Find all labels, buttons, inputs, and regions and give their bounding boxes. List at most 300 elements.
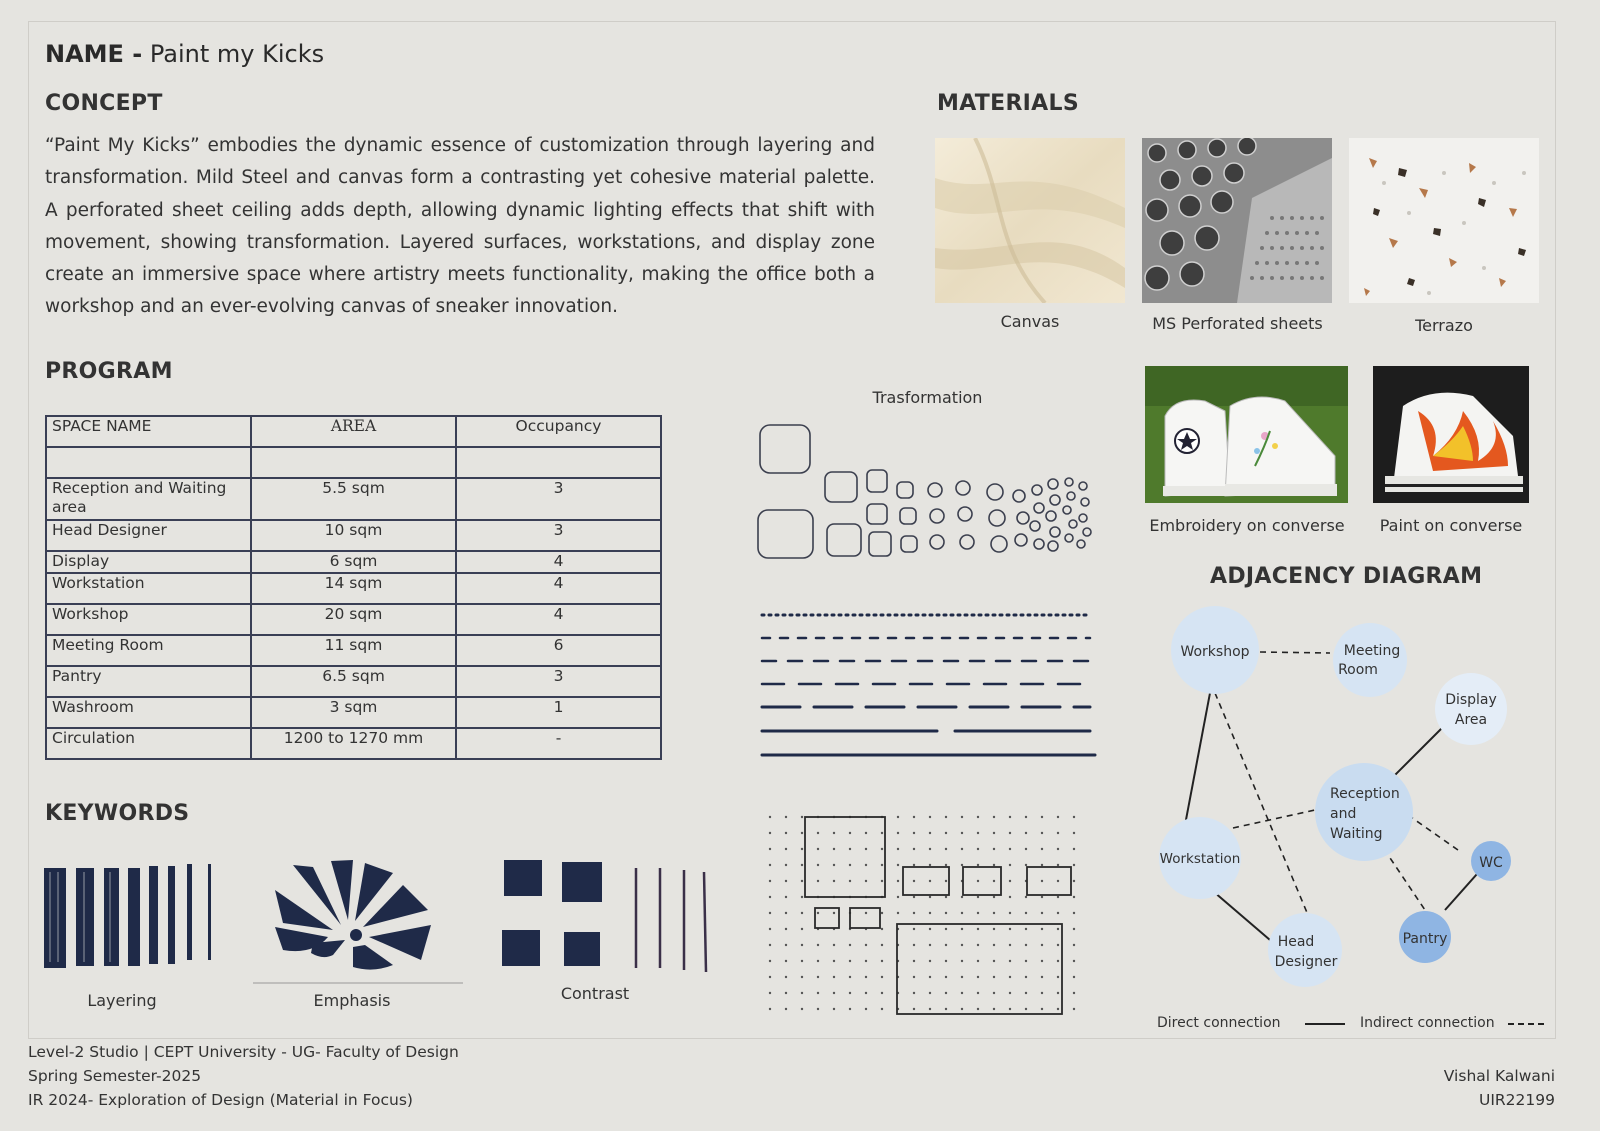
grid-dot: [865, 832, 867, 834]
grid-dot: [785, 880, 787, 882]
grid-dot: [929, 880, 931, 882]
cell-area: 11 sqm: [251, 635, 456, 666]
grid-dot: [865, 864, 867, 866]
grid-dot: [1073, 896, 1075, 898]
grid-dot: [785, 960, 787, 962]
grid-dot: [897, 896, 899, 898]
grid-dot: [961, 896, 963, 898]
footer-course: IR 2024- Exploration of Design (Material in Focus): [28, 1091, 413, 1109]
grid-dot: [849, 832, 851, 834]
cell-area: 6.5 sqm: [251, 666, 456, 697]
layering-sketch: [42, 862, 222, 974]
cell-space: Workshop: [46, 604, 251, 635]
table-row: [46, 573, 661, 604]
grid-dot: [929, 848, 931, 850]
grid-dot: [801, 928, 803, 930]
grid-dot: [1073, 928, 1075, 930]
grid-dot: [1057, 864, 1059, 866]
node-reception: [1315, 763, 1413, 861]
keyword-label-emphasis: Emphasis: [313, 991, 391, 1010]
grid-dot: [769, 880, 771, 882]
grid-dot: [977, 1008, 979, 1010]
grid-dot: [1073, 992, 1075, 994]
grid-dot: [1073, 1008, 1075, 1010]
grid-dot: [817, 944, 819, 946]
terrazzo-image: [1349, 138, 1539, 303]
grid-dot: [897, 848, 899, 850]
svg-text:WC: WC: [1479, 855, 1503, 871]
grid-dot: [785, 1008, 787, 1010]
svg-text:Pantry: Pantry: [1402, 931, 1448, 947]
grid-dot: [801, 992, 803, 994]
grid-dot: [865, 944, 867, 946]
grid-dot: [913, 816, 915, 818]
grid-dot: [833, 848, 835, 850]
grid-dot: [993, 992, 995, 994]
cell-space: Workstation: [46, 573, 251, 604]
grid-dot: [817, 880, 819, 882]
svg-text:Designer: Designer: [1274, 954, 1338, 970]
table-row: [46, 447, 661, 478]
grid-dot: [1041, 896, 1043, 898]
grid-dot: [1041, 976, 1043, 978]
grid-dot: [1025, 992, 1027, 994]
grid-dot: [833, 992, 835, 994]
grid-dot: [913, 928, 915, 930]
grid-dot: [849, 880, 851, 882]
legend-indirect-label: Indirect connection: [1360, 1015, 1495, 1031]
grid-dot: [849, 960, 851, 962]
cell-space: Washroom: [46, 697, 251, 728]
grid-dot: [929, 1008, 931, 1010]
grid-dot: [1009, 928, 1011, 930]
transformation-sketch: [755, 420, 1095, 565]
grid-dot: [897, 880, 899, 882]
grid-dot: [929, 832, 931, 834]
grid-dot: [769, 992, 771, 994]
grid-dot: [1057, 880, 1059, 882]
grid-dot: [785, 976, 787, 978]
table-header-row: [46, 416, 661, 447]
svg-text:Meeting: Meeting: [1343, 643, 1401, 659]
grid-dot: [1073, 976, 1075, 978]
grid-dot: [769, 896, 771, 898]
grid-dot: [1025, 944, 1027, 946]
grid-dot: [929, 944, 931, 946]
grid-dot: [801, 880, 803, 882]
grid-dot: [1041, 944, 1043, 946]
grid-dot: [1025, 1008, 1027, 1010]
grid-dot: [977, 912, 979, 914]
grid-dot: [801, 864, 803, 866]
grid-dot: [785, 832, 787, 834]
grid-dot: [945, 944, 947, 946]
grid-dot: [1073, 912, 1075, 914]
grid-dot: [769, 848, 771, 850]
cell-occupancy: -: [456, 728, 661, 759]
svg-text:Display: Display: [1445, 692, 1497, 708]
grid-dot: [929, 896, 931, 898]
cell-area: 10 sqm: [251, 520, 456, 551]
grid-dot: [1057, 976, 1059, 978]
edge-workstation-reception: [1233, 810, 1315, 828]
contrast-sketch: [500, 856, 720, 976]
grid-dot: [993, 944, 995, 946]
line-gradient-sketch: [760, 607, 1100, 762]
cell-occupancy: 6: [456, 635, 661, 666]
grid-dot: [1041, 848, 1043, 850]
grid-dot: [1073, 816, 1075, 818]
grid-dot: [817, 848, 819, 850]
grid-dot: [913, 944, 915, 946]
program-title: PROGRAM: [45, 359, 173, 384]
grid-dot: [1057, 944, 1059, 946]
grid-dot: [865, 960, 867, 962]
grid-dot: [929, 976, 931, 978]
cell-space: Pantry: [46, 666, 251, 697]
table-row: [46, 635, 661, 666]
grid-dot: [1041, 912, 1043, 914]
sneaker-label-embroidery: Embroidery on converse: [1149, 516, 1345, 535]
grid-dot: [929, 928, 931, 930]
grid-dot: [865, 912, 867, 914]
grid-dot: [977, 848, 979, 850]
grid-dot: [833, 912, 835, 914]
grid-dot: [993, 848, 995, 850]
grid-dot: [769, 816, 771, 818]
grid-dot: [961, 928, 963, 930]
node-workstation: [1159, 817, 1241, 899]
grid-dot: [945, 976, 947, 978]
cell-space: Circulation: [46, 728, 251, 759]
grid-dot: [769, 960, 771, 962]
grid-dot: [881, 880, 883, 882]
grid-dot: [801, 912, 803, 914]
footer-student-id: UIR22199: [1479, 1091, 1555, 1109]
grid-dot: [993, 928, 995, 930]
cell-space: [46, 447, 251, 478]
column-header-occupancy: Occupancy: [456, 416, 661, 447]
grid-dot: [897, 912, 899, 914]
node-meeting-room: [1333, 623, 1407, 697]
legend-indirect-line: [1508, 1023, 1544, 1025]
svg-text:Waiting: Waiting: [1330, 826, 1383, 842]
grid-dot: [961, 992, 963, 994]
grid-dot: [961, 848, 963, 850]
cell-occupancy: 3: [456, 666, 661, 697]
grid-dot: [977, 816, 979, 818]
grid-dot: [817, 832, 819, 834]
material-label-canvas: Canvas: [1000, 312, 1060, 331]
footer-semester: Spring Semester-2025: [28, 1067, 202, 1085]
table-row: [46, 728, 661, 759]
cell-area: 3 sqm: [251, 697, 456, 728]
grid-dot: [1057, 848, 1059, 850]
cell-occupancy: 3: [456, 478, 661, 520]
edge-reception-wc: [1408, 815, 1458, 850]
grid-dot: [833, 1008, 835, 1010]
grid-dot: [977, 944, 979, 946]
grid-dot: [913, 848, 915, 850]
grid-dot: [993, 880, 995, 882]
svg-text:Workshop: Workshop: [1180, 644, 1250, 660]
grid-dot: [1041, 880, 1043, 882]
table-row: [46, 604, 661, 635]
grid-dot: [881, 848, 883, 850]
grid-dot: [817, 864, 819, 866]
grid-dot: [881, 1008, 883, 1010]
project-title: [45, 40, 324, 68]
grid-dot: [929, 992, 931, 994]
grid-dot: [769, 832, 771, 834]
grid-dot: [785, 816, 787, 818]
grid-dot: [961, 832, 963, 834]
grid-dot: [897, 864, 899, 866]
table-row: [46, 697, 661, 728]
grid-dot: [801, 960, 803, 962]
node-pantry: [1399, 911, 1451, 963]
grid-dot: [881, 976, 883, 978]
grid-dot: [1009, 848, 1011, 850]
grid-dot: [801, 1008, 803, 1010]
canvas-fabric-image: [935, 138, 1125, 303]
legend-direct-line: [1305, 1023, 1345, 1025]
grid-dot: [961, 912, 963, 914]
grid-dot: [945, 880, 947, 882]
perforated-metal-image: [1142, 138, 1332, 303]
grid-dot: [1025, 816, 1027, 818]
grid-dot: [801, 944, 803, 946]
grid-dot: [833, 880, 835, 882]
cell-occupancy: 4: [456, 573, 661, 604]
grid-dot: [801, 976, 803, 978]
grid-dot: [993, 816, 995, 818]
grid-dot: [1073, 832, 1075, 834]
grid-dot: [785, 944, 787, 946]
grid-dot: [993, 864, 995, 866]
grid-dot: [849, 1008, 851, 1010]
grid-dot: [977, 960, 979, 962]
sneaker-label-paint: Paint on converse: [1379, 516, 1523, 535]
grid-dot: [961, 864, 963, 866]
keyword-label-layering: Layering: [87, 991, 157, 1010]
grid-dot: [881, 912, 883, 914]
cell-space: Head Designer: [46, 520, 251, 551]
cell-area: 20 sqm: [251, 604, 456, 635]
grid-dot: [1025, 832, 1027, 834]
table-row: [46, 520, 661, 551]
concept-text: “Paint My Kicks” embodies the dynamic essence of customization through layering and transformation. Mild Steel and canvas form a contrasting yet cohesive material palette. A perforated sheet ceiling adds depth, allowing dynamic lighting effects that shift with movement, showing transformation. Layered surfaces, workstations, and display zone create an immersive space where artistry meets functionality, making the office both a workshop and an ever-evolving canvas of sneaker innovation.: [45, 135, 875, 318]
grid-dot: [1009, 816, 1011, 818]
grid-dot: [801, 816, 803, 818]
grid-dot: [801, 848, 803, 850]
cell-area: 1200 to 1270 mm: [251, 728, 456, 759]
grid-dot: [865, 992, 867, 994]
edge-workshop-workstation: [1185, 693, 1210, 825]
grid-dot: [1041, 1008, 1043, 1010]
grid-dot: [897, 816, 899, 818]
grid-dot: [833, 976, 835, 978]
cell-space: Display: [46, 551, 251, 573]
node-display-area: [1435, 673, 1507, 745]
grid-dot: [993, 960, 995, 962]
grid-dot: [785, 864, 787, 866]
grid-dot: [833, 960, 835, 962]
grid-dot: [785, 928, 787, 930]
edge-workshop-meeting: [1260, 652, 1330, 653]
footer-studio: Level-2 Studio | CEPT University - UG- Faculty of Design: [28, 1043, 459, 1061]
grid-dot: [865, 1008, 867, 1010]
grid-dot: [945, 960, 947, 962]
grid-dot: [1041, 832, 1043, 834]
material-label-perforated: MS Perforated sheets: [1152, 314, 1323, 333]
grid-dot: [801, 832, 803, 834]
svg-text:Room: Room: [1338, 662, 1378, 678]
adjacency-diagram: [1140, 600, 1540, 1000]
grid-dot: [993, 976, 995, 978]
grid-dot: [1057, 928, 1059, 930]
grid-dot: [961, 1008, 963, 1010]
grid-dot: [1073, 960, 1075, 962]
cell-space: Reception and Waiting area: [46, 478, 251, 520]
program-table: [45, 415, 662, 760]
grid-dot: [913, 992, 915, 994]
cell-area: 6 sqm: [251, 551, 456, 573]
edge-reception-display: [1395, 725, 1445, 775]
grid-dot: [977, 832, 979, 834]
grid-dot: [865, 880, 867, 882]
grid-dot: [1057, 992, 1059, 994]
grid-dot: [881, 864, 883, 866]
grid-dot: [913, 976, 915, 978]
grid-dot: [833, 832, 835, 834]
node-wc: [1471, 841, 1511, 881]
grid-dot: [1009, 960, 1011, 962]
grid-dot: [1009, 944, 1011, 946]
project-name: Paint my Kicks: [149, 40, 325, 68]
grid-dot: [945, 928, 947, 930]
footer-author: Vishal Kalwani: [1443, 1067, 1555, 1085]
column-header-area: AREA: [251, 416, 456, 447]
concept-title: CONCEPT: [45, 91, 163, 116]
svg-text:and: and: [1330, 806, 1357, 822]
grid-dot: [769, 1008, 771, 1010]
grid-dot: [881, 992, 883, 994]
grid-dot: [993, 832, 995, 834]
grid-dot: [1041, 992, 1043, 994]
grid-dot: [929, 912, 931, 914]
grid-dot: [1057, 832, 1059, 834]
grid-dot: [977, 896, 979, 898]
grid-dot: [1025, 912, 1027, 914]
svg-text:Workstation: Workstation: [1159, 851, 1241, 867]
grid-dot: [913, 896, 915, 898]
grid-dot: [945, 848, 947, 850]
grid-dot: [817, 976, 819, 978]
materials-title: MATERIALS: [937, 91, 1079, 116]
cell-occupancy: 3: [456, 520, 661, 551]
grid-dot: [945, 896, 947, 898]
grid-dot: [1057, 816, 1059, 818]
grid-dot: [881, 928, 883, 930]
grid-dot: [977, 992, 979, 994]
grid-dot: [817, 960, 819, 962]
grid-dot: [1073, 864, 1075, 866]
grid-dot: [913, 960, 915, 962]
grid-dot: [977, 976, 979, 978]
grid-dot: [769, 944, 771, 946]
table-row: [46, 551, 661, 573]
cell-area: 14 sqm: [251, 573, 456, 604]
adjacency-title: ADJACENCY DIAGRAM: [1210, 564, 1483, 589]
grid-dot: [785, 896, 787, 898]
grid-dot: [913, 880, 915, 882]
grid-dot: [1009, 864, 1011, 866]
keywords-title: KEYWORDS: [45, 801, 190, 826]
cell-area: [251, 447, 456, 478]
grid-dot: [961, 816, 963, 818]
svg-text:Area: Area: [1454, 712, 1488, 728]
grid-dot: [1009, 832, 1011, 834]
grid-dot: [817, 912, 819, 914]
grid-dot: [769, 864, 771, 866]
grid-dot: [1025, 848, 1027, 850]
grid-dot: [1057, 896, 1059, 898]
grid-dot: [1009, 1008, 1011, 1010]
grid-dot: [769, 912, 771, 914]
grid-dot: [977, 928, 979, 930]
grid-dot: [1057, 960, 1059, 962]
grid-dot: [1009, 992, 1011, 994]
grid-dot: [833, 864, 835, 866]
grid-dot: [1041, 928, 1043, 930]
grid-dot: [849, 992, 851, 994]
grid-dot: [913, 1008, 915, 1010]
grid-dot: [897, 832, 899, 834]
grid-dot: [1041, 816, 1043, 818]
cell-occupancy: [456, 447, 661, 478]
grid-dot: [1025, 896, 1027, 898]
grid-dot: [817, 992, 819, 994]
grid-dot: [769, 928, 771, 930]
grid-dot: [945, 832, 947, 834]
grid-dot: [1041, 864, 1043, 866]
grid-dot: [1009, 880, 1011, 882]
legend-direct-label: Direct connection: [1157, 1015, 1281, 1031]
grid-dot: [1073, 880, 1075, 882]
grid-dot: [1073, 944, 1075, 946]
name-label: NAME -: [45, 40, 143, 68]
cell-occupancy: 4: [456, 551, 661, 573]
grid-dot: [1009, 912, 1011, 914]
grid-dot: [1025, 928, 1027, 930]
grid-dot: [961, 960, 963, 962]
grid-dot: [865, 848, 867, 850]
grid-dot: [977, 880, 979, 882]
grid-dot: [849, 848, 851, 850]
grid-dot: [881, 944, 883, 946]
grid-dot: [1041, 960, 1043, 962]
cell-occupancy: 1: [456, 697, 661, 728]
painted-sneaker-image: [1373, 366, 1529, 503]
column-header-space: SPACE NAME: [46, 416, 251, 447]
grid-dot: [785, 992, 787, 994]
grid-dot: [913, 832, 915, 834]
grid-dot: [1009, 896, 1011, 898]
grid-dot: [961, 976, 963, 978]
emphasis-sketch: [253, 855, 463, 985]
grid-dot: [1073, 848, 1075, 850]
